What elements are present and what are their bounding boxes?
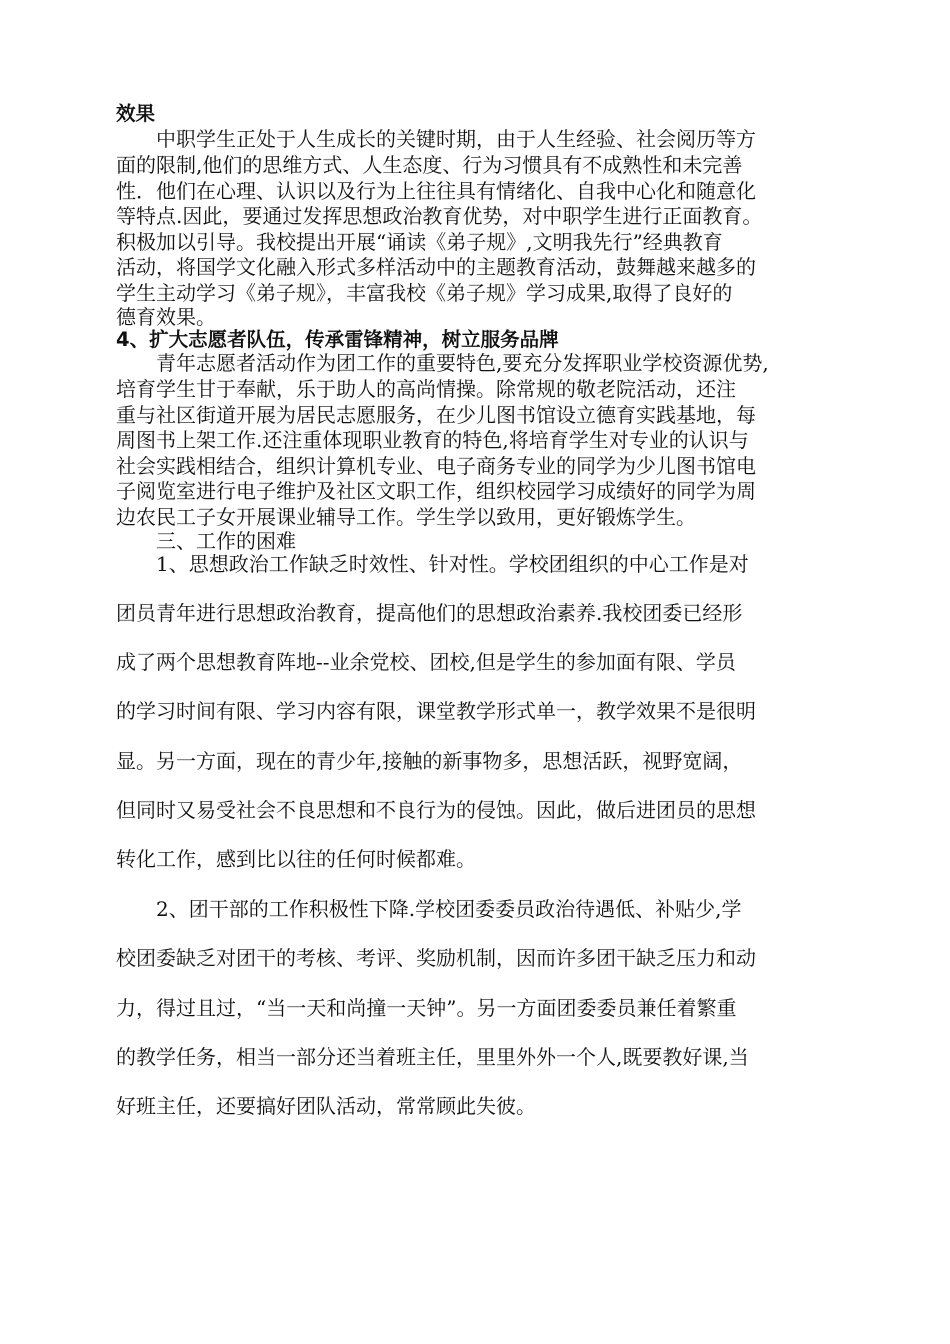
paragraph-line: 边农民工子女开展课业辅导工作。学生学以致用，更好锻炼学生。	[116, 505, 696, 529]
section-heading-difficulties: 三、工作的困难	[116, 529, 296, 553]
paragraph-line: 培育学生甘于奉献，乐于助人的高尚情操。除常规的敬老院活动，还注	[116, 377, 736, 401]
paragraph-line: 社会实践相结合，组织计算机专业、电子商务专业的同学为少儿图书馆电	[116, 454, 756, 478]
paragraph-line: 的学习时间有限、学习内容有限，课堂教学形式单一，教学效果不是很明	[116, 699, 756, 723]
paragraph-line: 周图书上架工作.还注重体现职业教育的特色,将培育学生对专业的认识与	[116, 428, 749, 452]
paragraph-line: 子阅览室进行电子维护及社区文职工作，组织校园学习成绩好的同学为周	[116, 479, 756, 503]
paragraph-line: 重与社区街道开展为居民志愿服务，在少儿图书馆设立德育实践基地，每	[116, 403, 756, 427]
paragraph-line: 学生主动学习《弟子规》，丰富我校《弟子规》学习成果,取得了良好的	[116, 281, 733, 305]
paragraph-line: 2、团干部的工作积极性下降.学校团委委员政治待遇低、补贴少,学	[116, 897, 742, 921]
paragraph-line: 德育效果。	[116, 305, 216, 329]
paragraph-line: 中职学生正处于人生成长的关键时期，由于人生经验、社会阅历等方	[116, 127, 756, 151]
section-heading-effect: 效果	[116, 102, 156, 125]
paragraph-line: 成了两个思想教育阵地--业余党校、团校,但是学生的参加面有限、学员	[116, 650, 736, 674]
paragraph-line: 活动，将国学文化融入形式多样活动中的主题教育活动，鼓舞越来越多的	[116, 255, 756, 279]
paragraph-line: 力，得过且过，“当一天和尚撞一天钟”。另一方面团委委员兼任着繁重	[116, 996, 737, 1020]
section-heading-volunteers: 4、扩大志愿者队伍，传承雷锋精神，树立服务品牌	[116, 328, 559, 351]
paragraph-line: 等特点.因此，要通过发挥思想政治教育优势，对中职学生进行正面教育。	[116, 204, 763, 228]
paragraph-line: 显。另一方面，现在的青少年,接触的新事物多，思想活跃，视野宽阔，	[116, 749, 743, 773]
paragraph-line: 转化工作，感到比以往的任何时候都难。	[116, 847, 476, 871]
paragraph-line: 校团委缺乏对团干的考核、考评、奖励机制，因而许多团干缺乏压力和动	[116, 946, 756, 970]
paragraph-line: 性．他们在心理、认识以及行为上往往具有情绪化、自我中心化和随意化	[116, 179, 756, 203]
paragraph-line: 但同时又易受社会不良思想和不良行为的侵蚀。因此，做后进团员的思想	[116, 798, 756, 822]
paragraph-line: 青年志愿者活动作为团工作的重要特色,要充分发挥职业学校资源优势,	[116, 351, 769, 375]
paragraph-line: 的教学任务，相当一部分还当着班主任，里里外外一个人,既要教好课,当	[116, 1045, 749, 1069]
paragraph-line: 团员青年进行思想政治教育，提高他们的思想政治素养.我校团委已经形	[116, 601, 743, 625]
paragraph-line: 1、思想政治工作缺乏时效性、针对性。学校团组织的中心工作是对	[116, 552, 749, 576]
paragraph-line: 面的限制,他们的思维方式、人生态度、行为习惯具有不成熟性和未完善	[116, 153, 743, 177]
paragraph-line: 好班主任，还要搞好团队活动，常常顾此失彼。	[116, 1094, 536, 1118]
paragraph-line: 积极加以引导。我校提出开展“诵读《弟子规》,文明我先行”经典教育	[116, 230, 723, 254]
